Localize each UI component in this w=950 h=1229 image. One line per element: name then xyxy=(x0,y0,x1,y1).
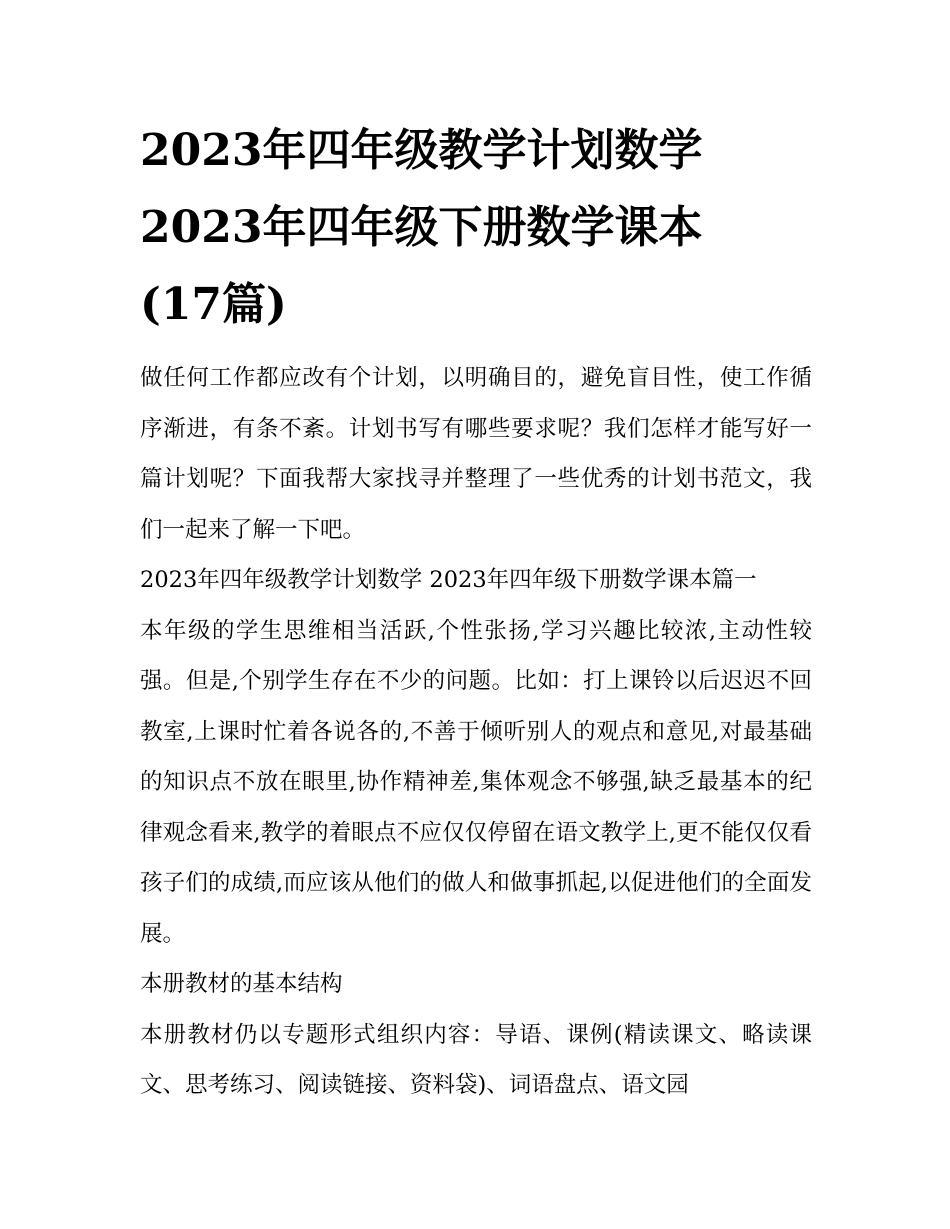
subsection-heading: 本册教材的基本结构 xyxy=(140,971,343,997)
title-line-2: 2023年四年级下册数学课本 xyxy=(140,202,703,253)
section-heading: 2023年四年级教学计划数学 2023年四年级下册数学课本篇一 xyxy=(140,567,757,593)
body-paragraph: 本册教材仍以专题形式组织内容：导语、课例(精读课文、略读课文、思考练习、阅读链接、资料袋)、词语盘点、语文园 xyxy=(140,1021,812,1098)
intro-paragraph: 做任何工作都应改有个计划，以明确目的，避免盲目性，使工作循序渐进，有条不紊。计划书写有哪些要求呢？我们怎样才能写好一篇计划呢？下面我帮大家找寻并整理了一些优秀的计划书范文，我们一起来了解一下吧。 xyxy=(140,365,812,543)
document-body xyxy=(140,112,812,1111)
body-paragraph: 本年级的学生思维相当活跃,个性张扬,学习兴趣比较浓,主动性较强。但是,个别学生存在不少的问题。比如：打上课铃以后迟迟不回教室,上课时忙着各说各的,不善于倾听别人的观点和意见,对最基础的知识点不放在眼里,协作精神差,集体观念不够强,缺乏最基本的纪律观念看来,教学的着眼点不应仅仅停留在语文教学上,更不能仅仅看孩子们的成绩,而应该从他们的做人和做事抓起,以促进他们的全面发展。 xyxy=(140,617,812,947)
document-title xyxy=(140,112,812,343)
title-line-1: 2023年四年级教学计划数学 xyxy=(140,125,703,176)
title-line-3: (17篇) xyxy=(140,279,287,330)
